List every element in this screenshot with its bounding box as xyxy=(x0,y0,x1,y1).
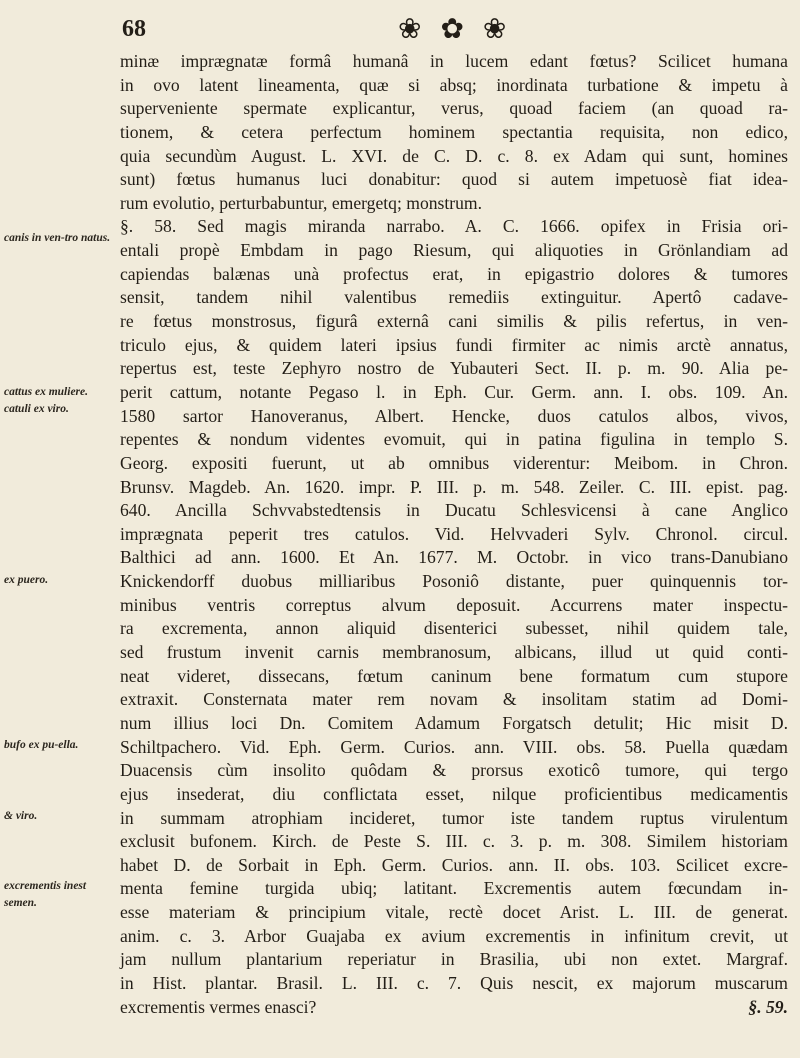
text-line: jam nullum plantarium reperiatur in Brasilia, ubi non extet. Margraf. xyxy=(120,949,788,970)
main-text xyxy=(120,50,788,1019)
text-line: imprægnata peperit tres catulos. Vid. Helvvaderi Sylv. Chronol. circul. xyxy=(120,523,788,544)
text-line: triculo ejus, & quidem lateri ipsius fundi firmiter ac nimis arctè annatus, xyxy=(120,334,788,355)
margin-note: & viro. xyxy=(4,810,38,822)
text-line: in ovo latent lineamenta, quæ si absq; inordinata turbatione & impetu à xyxy=(120,74,788,95)
ornament-icon: ❀ ✿ ❀ xyxy=(398,14,513,45)
margin-note: excrementis inest semen. xyxy=(4,880,87,909)
text-line: in summam atrophiam incideret, tumor iste tandem ruptus virulentum xyxy=(120,807,788,828)
text-line: ejus insederat, diu conflictata esset, nilque proficientibus medicamentis xyxy=(120,783,788,804)
text-line-last xyxy=(120,996,788,1020)
text-line: in Hist. plantar. Brasil. L. III. c. 7. Quis nescit, ex majorum muscarum xyxy=(120,972,788,993)
text-line: repentes & nondum videntes evomuit, qui in patina figulina in templo S. xyxy=(120,429,788,450)
text-line: §. 58. Sed magis miranda narrabo. A. C. 1666. opifex in Frisia ori- xyxy=(120,216,788,237)
text-line: perit cattum, notante Pegaso l. in Eph. Cur. Germ. ann. I. obs. 109. An. xyxy=(120,381,788,402)
text-line: exclusit bufonem. Kirch. de Peste S. III. c. 3. p. m. 308. Similem historiam xyxy=(120,831,788,852)
text-line: tionem, & cetera perfectum hominem spectantia requisita, non edico, xyxy=(120,121,788,142)
text-line: 640. Ancilla Schvvabstedtensis in Ducatu Schlesvicensi à cane Anglico xyxy=(120,500,788,521)
text-line: 1580 sartor Hanoveranus, Albert. Hencke, duos catulos albos, vivos, xyxy=(120,405,788,426)
page-number: 68 xyxy=(122,16,146,42)
page-header xyxy=(0,10,800,50)
text-line: repertus est, teste Zephyro nostro de Yubauteri Sect. II. p. m. 90. Alia pe- xyxy=(120,358,788,379)
text-line: minæ imprægnatæ formâ humanâ in lucem edant fœtus? Scilicet humana xyxy=(120,51,788,71)
text-line: superveniente spermate explicantur, verus, quoad faciem (an quoad ra- xyxy=(120,98,788,119)
text-line: ra excrementa, annon aliquid disenterici subesset, nihil quidem tale, xyxy=(120,618,788,639)
text-line: neat videret, dissecans, fœtum caninum bene formatum cum stupore xyxy=(120,665,788,686)
text-line: Balthici ad ann. 1600. Et An. 1677. M. Octobr. in vico trans-Danubiano xyxy=(120,547,788,568)
text-line: extraxit. Consternata mater rem novam & insolitam statim ad Domi- xyxy=(120,689,788,710)
text-line: excrementis vermes enasci? xyxy=(120,996,317,1017)
text-line: habet D. de Sorbait in Eph. Germ. Curios. ann. II. obs. 103. Scilicet excre- xyxy=(120,854,788,875)
text-line: quia secundùm August. L. XVI. de C. D. c. 8. ex Adam qui sunt, homines xyxy=(120,145,788,166)
catchword: §. 59. xyxy=(748,996,788,1017)
text-line: Duacensis cùm insolito quôdam & prorsus exoticô tumore, qui tergo xyxy=(120,760,788,781)
text-line: anim. c. 3. Arbor Guajaba ex avium excrementis in infinitum crevit, ut xyxy=(120,925,788,946)
text-line: minibus ventris correptus alvum deposuit. Accurrens mater inspectu- xyxy=(120,594,788,615)
text-line: Georg. expositi fuerunt, ut ab omnibus viderentur: Meibom. in Chron. xyxy=(120,452,788,473)
text-line: capiendas balænas unà profectus erat, in epigastrio dolores & tumores xyxy=(120,263,788,284)
text-line: entali propè Embdam in pago Riesum, qui aliquoties in Grönlandiam ad xyxy=(120,240,788,261)
text-line: Knickendorff duobus milliaribus Posoniô distante, puer quinquennis tor- xyxy=(120,571,788,592)
text-line: re fœtus monstrosus, figurâ externâ cani similis & pilis refertus, in ven- xyxy=(120,311,788,332)
margin-note: ex puero. xyxy=(4,574,49,586)
text-line: menta femine turgida ubiq; latitant. Excrementis autem fœcundam in- xyxy=(120,878,788,899)
text-line: sensit, tandem nihil valentibus remediis extinguitur. Apertô cadave- xyxy=(120,287,788,308)
margin-note: canis in ven-tro natus. xyxy=(4,232,111,244)
text-line: esse materiam & principium vitale, rectè docet Arist. L. III. de generat. xyxy=(120,902,788,923)
margin-note: cattus ex muliere. catuli ex viro. xyxy=(4,386,89,415)
text-line: Brunsv. Magdeb. An. 1620. impr. P. III. p. m. 548. Zeiler. C. III. epist. pag. xyxy=(120,476,788,497)
text-line: num illius loci Dn. Comitem Adamum Forgatsch detulit; Hic misit D. xyxy=(120,712,788,733)
margin-note: bufo ex pu-ella. xyxy=(4,739,79,751)
text-line: rum evolutio, perturbabuntur, emergetq; monstrum. xyxy=(120,192,483,213)
text-line: sed frustum invenit carnis membranosum, albicans, illud ut quid conti- xyxy=(120,642,788,663)
text-line: sunt) fœtus humanus luci donabitur: quod si autem impetuosè fiat idea- xyxy=(120,169,788,190)
text-line: Schiltpachero. Vid. Eph. Germ. Curios. ann. VIII. obs. 58. Puella quædam xyxy=(120,736,788,757)
